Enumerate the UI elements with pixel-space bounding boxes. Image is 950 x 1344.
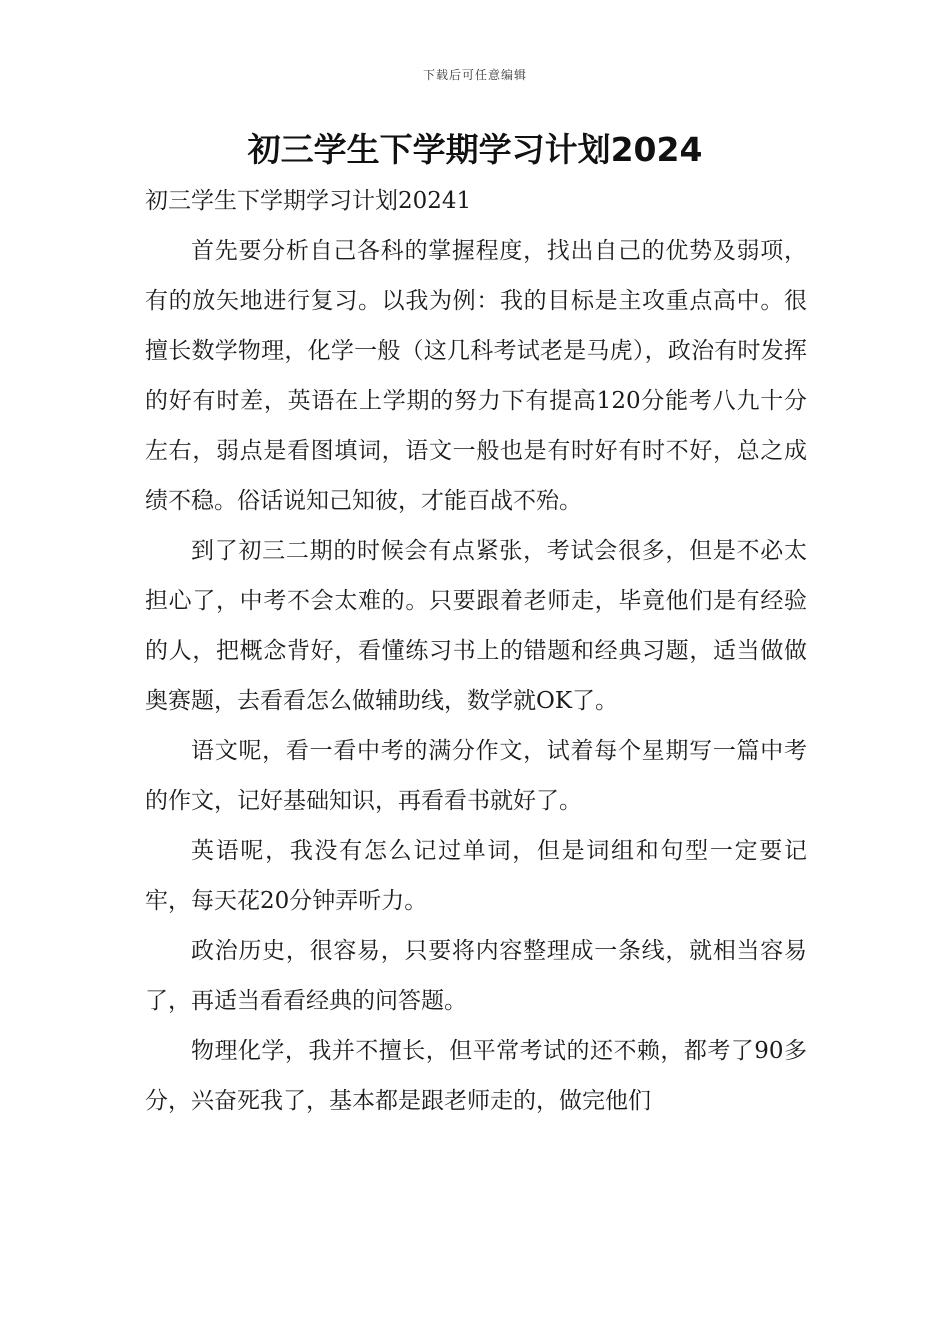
paragraph: 语文呢，看一看中考的满分作文，试着每个星期写一篇中考的作文，记好基础知识，再看看书就好了。 (145, 738, 807, 814)
paragraph: 首先要分析自己各科的掌握程度，找出自己的优势及弱项，有的放矢地进行复习。以我为例：我的目标是主攻重点高中。很擅长数学物理，化学一般（这几科考试老是马虎），政治有时发挥的好有时差，英语在上学期的努力下有提高120分能考八九十分左右，弱点是看图填词，语文一般也是有时好有时不好，总之成绩不稳。俗话说知己知彼，才能百战不殆。 (145, 238, 807, 514)
paragraph: 物理化学，我并不擅长，但平常考试的还不赖，都考了90多分，兴奋死我了，基本都是跟老师走的，做完他们 (145, 1038, 807, 1114)
paragraph: 到了初三二期的时候会有点紧张，考试会很多，但是不必太担心了，中考不会太难的。只要跟着老师走，毕竟他们是有经验的人，把概念背好，看懂练习书上的错题和经典习题，适当做做奥赛题，去看看怎么做辅助线，数学就OK了。 (145, 538, 807, 714)
paragraph: 英语呢，我没有怎么记过单词，但是词组和句型一定要记牢，每天花20分钟弄听力。 (145, 838, 807, 914)
paragraph: 政治历史，很容易，只要将内容整理成一条线，就相当容易了，再适当看看经典的问答题。 (145, 938, 807, 1014)
header-note: 下载后可任意编辑 (422, 68, 527, 82)
document-subtitle: 初三学生下学期学习计划20241 (145, 188, 472, 214)
document-title: 初三学生下学期学习计划2024 (247, 130, 703, 169)
document-body (145, 176, 807, 1126)
